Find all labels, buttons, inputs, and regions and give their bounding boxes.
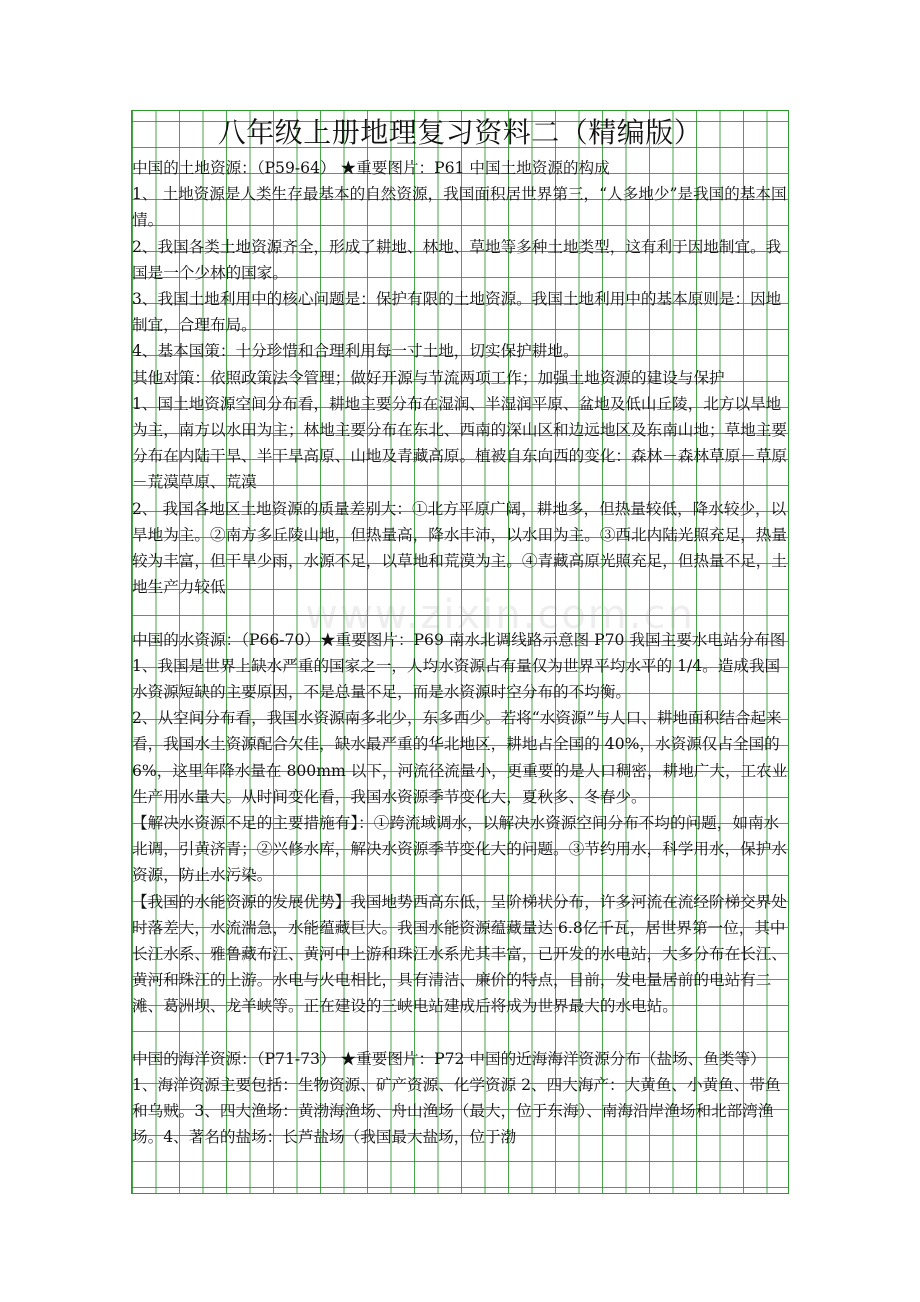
paragraph: 1、 土地资源是人类生存最基本的自然资源，我国面积居世界第三，“人多地少”是我国的基本国情。 xyxy=(132,185,787,230)
paragraph: 3、我国土地利用中的核心问题是：保护有限的土地资源。我国土地利用中的基本原则是：因地制宜，合理布局。 xyxy=(132,290,782,335)
blank-line xyxy=(132,600,788,626)
paragraph: 2、我国各类土地资源齐全，形成了耕地、林地、草地等多种土地类型，这有利于因地制宜。我国是一个少林的国家。 xyxy=(132,237,782,282)
paragraph: 2、从空间分布看，我国水资源南多北少，东多西少。若将“水资源”与人口、耕地面积结合起来看，我国水土资源配合欠佳，缺水最严重的华北地区，耕地占全国的 40%，水资源仅占全国的 6%，这里年降水量在 800mm 以下，河流径流量小，更重要的是人口稠密，耕地广大，工农业生产用水量大。从时间变化看，我国水资源季节变化大，夏秋多、冬春少。 xyxy=(132,709,788,806)
paragraph: 2、 我国各地区土地资源的质量差别大：①北方平原广阔，耕地多，但热量较低，降水较少，以旱地为主。②南方多丘陵山地，但热量高，降水丰沛，以水田为主。③西北内陆光照充足，热量较为丰富，但干旱少雨，水源不足，以草地和荒漠为主。④青藏高原光照充足，但热量不足，土地生产力较低 xyxy=(132,499,787,597)
paragraph: 1、国土地资源空间分布看，耕地主要分布在湿润、半湿润平原、盆地及低山丘陵，北方以旱地为主，南方以水田为主；林地主要分布在东北、西南的深山区和边远地区及东南山地；草地主要分布在内陆干旱、半干旱高原、山地及青藏高原。植被自东向西的变化：森林－森林草原－草原－荒漠草原、荒漠 xyxy=(132,394,787,492)
paragraph: 1、海洋资源主要包括：生物资源、矿产资源、化学资源 2、四大海产：大黄鱼、小黄鱼、带鱼和乌贼。3、四大渔场：黄渤海渔场、舟山渔场（最大，位于东海）、南海沿岸渔场和北部湾渔场。4、著名的盐场：长芦盐场（我国最大盐场，位于渤 xyxy=(132,1076,781,1147)
paragraph: 其他对策：依照政策法令管理；做好开源与节流两项工作；加强土地资源的建设与保护 xyxy=(132,368,725,387)
paragraph: 【解决水资源不足的主要措施有】：①跨流域调水，以解决水资源空间分布不均的问题，如南水北调，引黄济青；②兴修水库，解决水资源季节变化大的问题。③节约用水，科学用水，保护水资源，防止水污染。 xyxy=(132,814,787,885)
blank-line xyxy=(132,1020,788,1046)
section-heading-land: 中国的土地资源：（P59-64） ★重要图片：P61 中国土地资源的构成 xyxy=(132,159,610,177)
document-title: 八年级上册地理复习资料二（精编版） xyxy=(217,116,703,149)
section-heading-water: 中国的水资源：（P66-70）★重要图片：P69 南水北调线路示意图 P70 我国主要水电站分布图 xyxy=(132,630,786,649)
paragraph: 1、我国是世界上缺水严重的国家之一，人均水资源占有量仅为世界平均水平的 1/4。造成我国水资源短缺的主要原因，不是总量不足，而是水资源时空分布的不均衡。 xyxy=(132,656,781,702)
document-page xyxy=(131,110,789,1194)
paragraph: 4、基本国策：十分珍惜和合理利用每一寸土地，切实保护耕地。 xyxy=(132,342,579,361)
document-body xyxy=(132,111,788,1151)
paragraph: 【我国的水能资源的发展优势】我国地势西高东低，呈阶梯状分布，许多河流在流经阶梯交界处时落差大，水流湍急，水能蕴藏巨大。我国水能资源蕴藏量达 6.8亿千瓦，居世界第一位，其中长江水系、雅鲁藏布江、黄河中上游和珠江水系尤其丰富，已开发的水电站，大多分布在长江、黄河和珠江的上游。水电与火电相比，具有清洁、廉价的特点，目前，发电量居前的电站有二滩、葛洲坝、龙羊峡等。正在建设的三峡电站建成后将成为世界最大的水电站。 xyxy=(132,892,787,1016)
section-heading-ocean: 中国的海洋资源：（P71-73） ★重要图片：P72 中国的近海海洋资源分布（盐场、鱼类等） xyxy=(132,1049,766,1068)
